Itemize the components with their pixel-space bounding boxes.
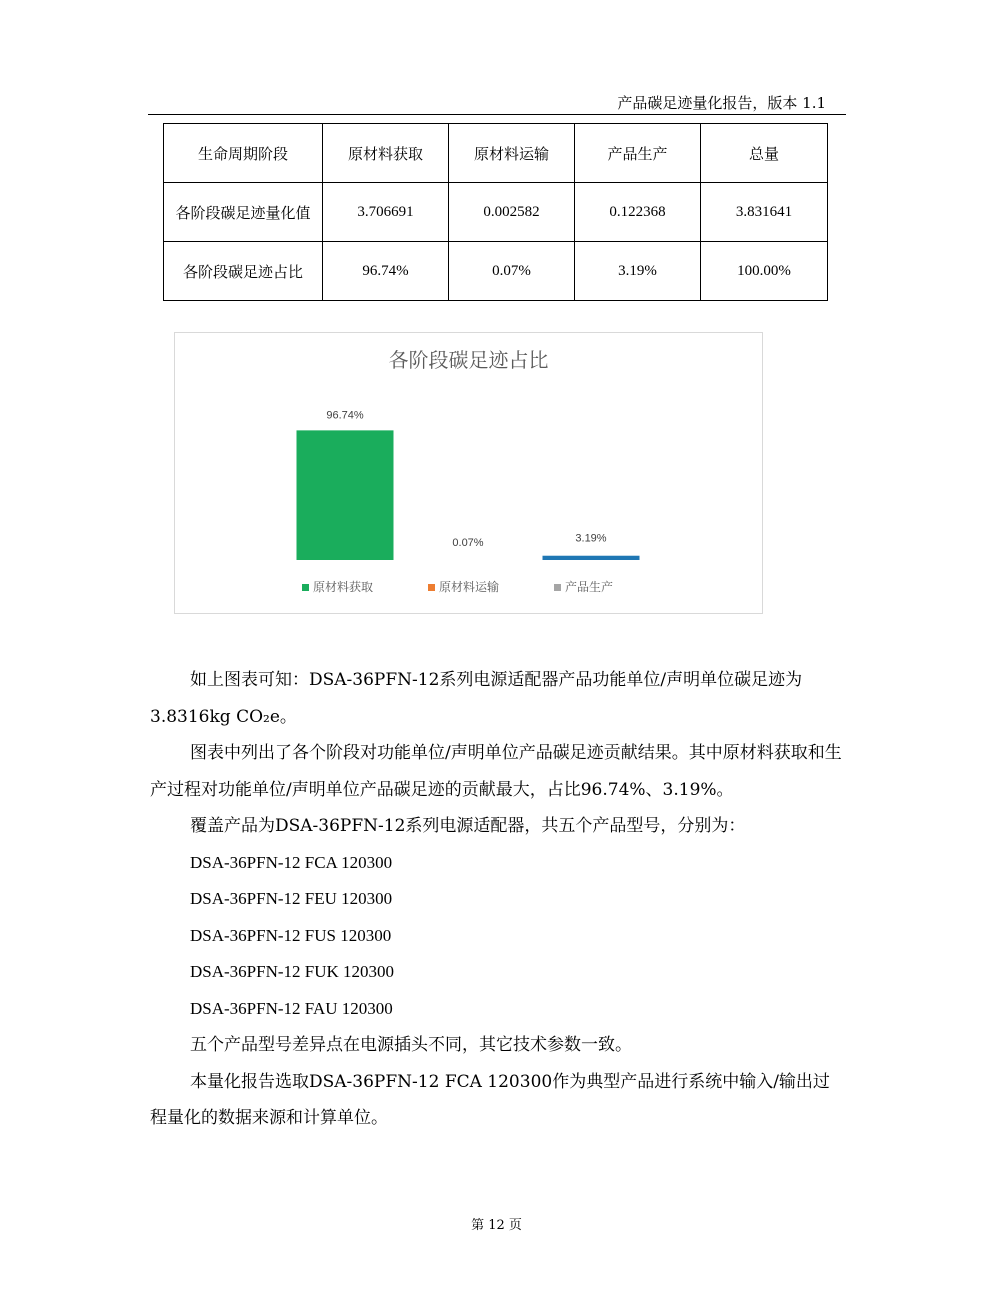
legend-swatch: [428, 584, 435, 591]
stage-share-chart: [174, 332, 763, 614]
model-item: DSA-36PFN-12 FCA 120300: [190, 852, 393, 872]
chart-title: 各阶段碳足迹占比: [388, 348, 549, 372]
body-text: [150, 662, 846, 1137]
chart-data-label: 0.07%: [452, 536, 484, 549]
legend-label: 原材料获取: [313, 580, 374, 594]
table-row: [164, 183, 828, 242]
chart-data-label: 96.74%: [326, 409, 364, 422]
table-cell: 3.706691: [323, 183, 449, 242]
table-cell: 0.07%: [449, 242, 575, 301]
page-number: 第 12 页: [471, 1218, 522, 1233]
legend-label: 产品生产: [565, 580, 614, 594]
chart-data-label: 3.19%: [575, 532, 607, 545]
table-header-cell: 原材料获取: [323, 124, 449, 183]
paragraph: 本量化报告选取DSA-36PFN-12 FCA 120300作为典型产品进行系统中输入/输出过程量化的数据来源和计算单位。: [150, 1071, 830, 1128]
table-cell: 各阶段碳足迹占比: [164, 242, 323, 301]
table-cell: 3.831641: [701, 183, 828, 242]
table-header-cell: 生命周期阶段: [164, 124, 323, 183]
paragraph: 覆盖产品为DSA-36PFN-12系列电源适配器，共五个产品型号，分别为：: [190, 816, 746, 836]
legend-swatch: [302, 584, 309, 591]
stage-table: [163, 123, 828, 301]
table-header-cell: 产品生产: [575, 124, 701, 183]
model-item: DSA-36PFN-12 FUS 120300: [190, 925, 392, 945]
table-row: [164, 242, 828, 301]
chart-bar: [543, 556, 640, 560]
table-cell: 0.122368: [575, 183, 701, 242]
running-header: 产品碳足迹量化报告，版本 1.1: [617, 94, 826, 112]
table-header-row: [164, 124, 828, 183]
paragraph: 图表中列出了各个阶段对功能单位/声明单位产品碳足迹贡献结果。其中原材料获取和生产过程对功能单位/声明单位产品碳足迹的贡献最大，占比96.74%、3.19%。: [150, 743, 842, 800]
table-cell: 各阶段碳足迹量化值: [164, 183, 323, 242]
table-cell: 100.00%: [701, 242, 828, 301]
chart-bar: [297, 430, 394, 560]
model-item: DSA-36PFN-12 FUK 120300: [190, 962, 395, 981]
header-rule: [148, 114, 846, 115]
paragraph: 五个产品型号差异点在电源插头不同，其它技术参数一致。: [190, 1035, 632, 1055]
table-cell: 0.002582: [449, 183, 575, 242]
model-item: DSA-36PFN-12 FEU 120300: [190, 889, 393, 908]
table-header-cell: 原材料运输: [449, 124, 575, 183]
legend-label: 原材料运输: [439, 580, 500, 594]
table-header-cell: 总量: [701, 124, 828, 183]
chart-canvas: [175, 333, 762, 613]
table-cell: 96.74%: [323, 242, 449, 301]
table-cell: 3.19%: [575, 242, 701, 301]
legend-swatch: [554, 584, 561, 591]
paragraph: 如上图表可知：DSA-36PFN-12系列电源适配器产品功能单位/声明单位碳足迹为3.8316kg CO₂e。: [150, 670, 803, 727]
model-item: DSA-36PFN-12 FAU 120300: [190, 998, 393, 1018]
